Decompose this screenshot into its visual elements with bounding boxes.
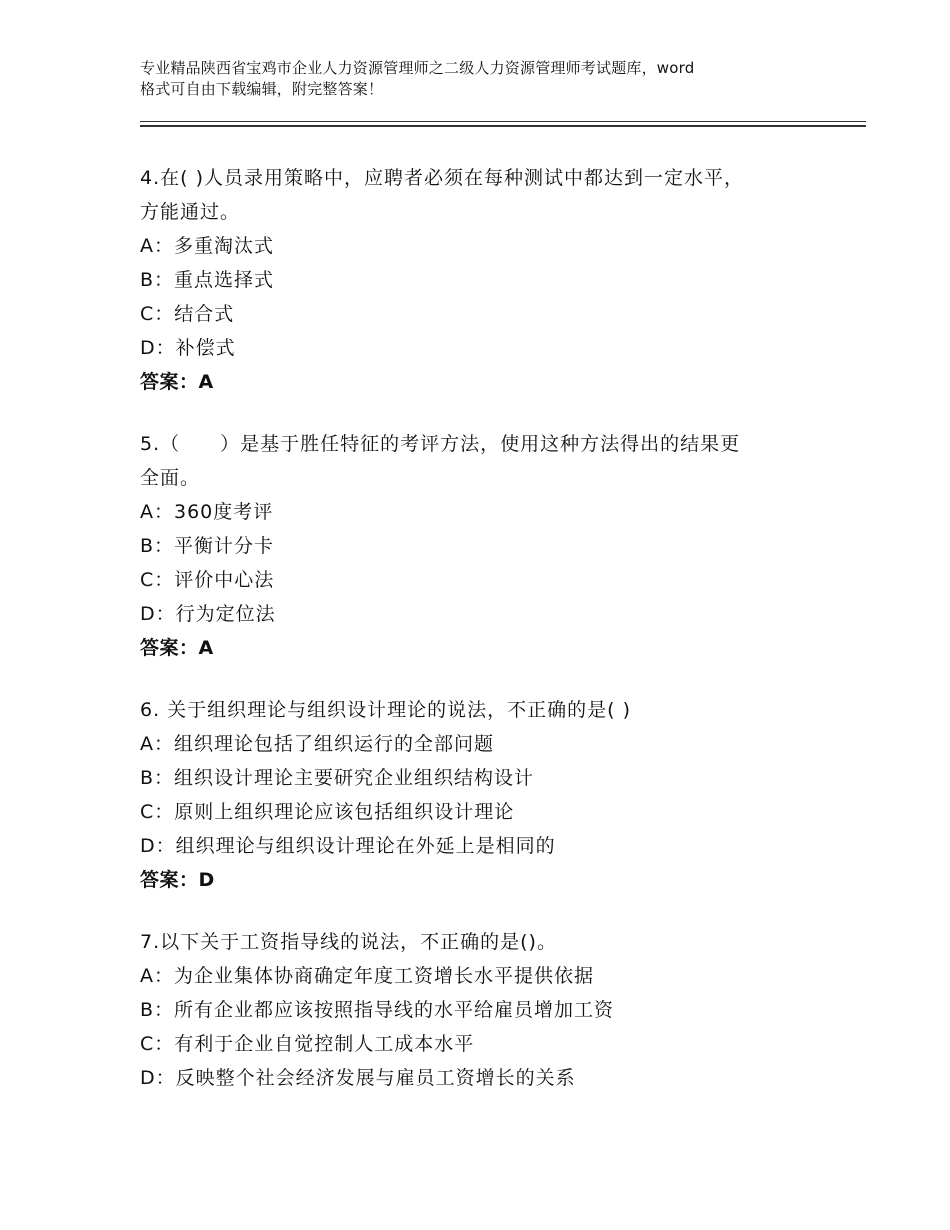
document-header [140, 58, 840, 100]
header-divider-bottom [140, 125, 866, 127]
question-6-option-c: C：原则上组织理论应该包括组织设计理论 [140, 801, 515, 823]
question-4-text-line-1: 4.在( )人员录用策略中，应聘者必须在每种测试中都达到一定水平， [140, 167, 744, 189]
question-5 [140, 427, 840, 665]
question-5-text-line-1: 5.（ ）是基于胜任特征的考评方法，使用这种方法得出的结果更 [140, 433, 741, 455]
question-6-text-line-1: 6. 关于组织理论与组织设计理论的说法，不正确的是( ) [140, 699, 632, 721]
header-line-1: 专业精品陕西省宝鸡市企业人力资源管理师之二级人力资源管理师考试题库，word [140, 59, 695, 77]
question-5-option-d: D：行为定位法 [140, 603, 276, 625]
question-6-answer: 答案：D [140, 869, 215, 891]
question-4 [140, 161, 840, 399]
question-4-option-b: B：重点选择式 [140, 269, 275, 291]
question-6-option-b: B：组织设计理论主要研究企业组织结构设计 [140, 767, 535, 789]
question-7-option-d: D：反映整个社会经济发展与雇员工资增长的关系 [140, 1067, 576, 1089]
question-5-option-b: B：平衡计分卡 [140, 535, 275, 557]
question-5-option-c: C：评价中心法 [140, 569, 275, 591]
question-7-option-a: A：为企业集体协商确定年度工资增长水平提供依据 [140, 965, 594, 987]
question-6 [140, 693, 840, 897]
question-list [140, 161, 840, 1123]
question-7-text-line-1: 7.以下关于工资指导线的说法，不正确的是()。 [140, 931, 557, 953]
question-6-option-a: A：组织理论包括了组织运行的全部问题 [140, 733, 494, 755]
question-4-option-c: C：结合式 [140, 303, 235, 325]
question-4-text-line-2: 方能通过。 [140, 201, 241, 223]
question-7 [140, 925, 840, 1095]
question-6-option-d: D：组织理论与组织设计理论在外延上是相同的 [140, 835, 556, 857]
question-7-option-b: B：所有企业都应该按照指导线的水平给雇员增加工资 [140, 999, 615, 1021]
question-4-option-d: D：补偿式 [140, 337, 236, 359]
question-7-option-c: C：有利于企业自觉控制人工成本水平 [140, 1033, 475, 1055]
header-line-2: 格式可自由下载编辑，附完整答案！ [140, 80, 384, 98]
header-divider-top [140, 121, 866, 122]
question-5-option-a: A：360度考评 [140, 501, 274, 523]
question-5-answer: 答案：A [140, 637, 214, 659]
question-4-option-a: A：多重淘汰式 [140, 235, 274, 257]
question-4-answer: 答案：A [140, 371, 214, 393]
question-5-text-line-2: 全面。 [140, 467, 201, 489]
